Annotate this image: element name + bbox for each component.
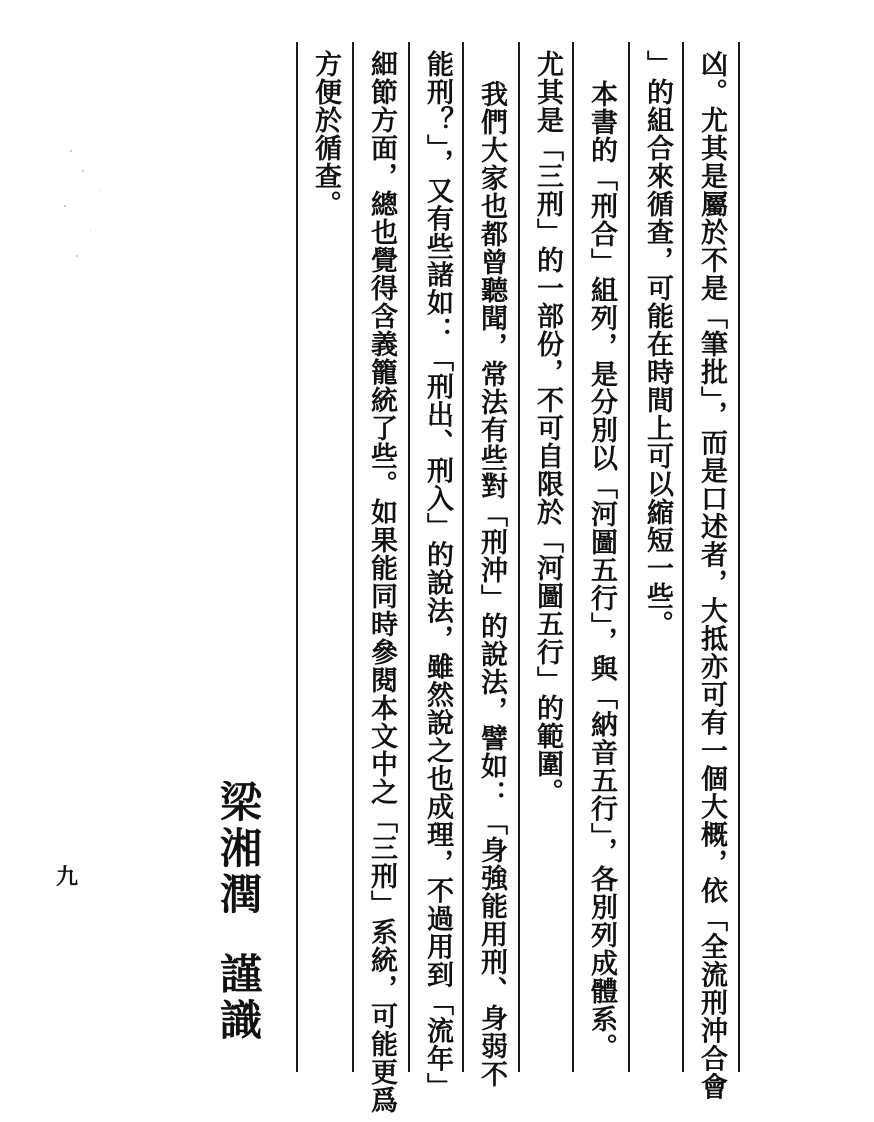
author-signature	[208, 780, 268, 1044]
column-rule	[738, 42, 740, 1072]
scan-speck	[64, 205, 66, 207]
text-column-3: 本書的「刑合」組列，是分別以「河圖五行」，與「納音五行」，各別列成體系。	[586, 80, 617, 1061]
column-rule	[352, 42, 354, 1072]
scan-speck	[70, 150, 72, 152]
scan-speck	[100, 190, 101, 191]
text-column-1: 凶。尤其是屬於不是「筆批」，而是口述者，大抵亦可有一個大概，依「全流刑沖合會	[696, 50, 727, 1101]
column-rule	[682, 42, 684, 1072]
text-column-2: 」的組合來循查，可能在時間上可以縮短一些。	[642, 50, 673, 638]
column-rule	[518, 42, 520, 1072]
column-rule	[296, 42, 298, 1072]
text-column-8: 方便於循查。	[310, 50, 341, 218]
page-number: 九	[56, 864, 79, 890]
text-column-4: 尤其是「三刑」的一部份，不可自限於「河圖五行」的範圍。	[532, 50, 563, 806]
column-rule	[628, 42, 630, 1072]
column-rule	[572, 42, 574, 1072]
text-column-6: 能刑？」，又有些諸如：「刑出、刑入」的說法，雖然說之也成理，不過用到「流年」	[422, 50, 453, 1101]
scan-speck	[76, 255, 78, 257]
column-rule	[462, 42, 464, 1072]
author-name: 梁湘潤	[214, 780, 263, 918]
text-column-7: 細節方面，總也覺得含義籠統了些。如果能同時參閱本文中之「三刑」系統，可能更爲	[366, 50, 397, 1114]
scan-speck	[90, 230, 91, 231]
column-rule	[408, 42, 410, 1072]
scan-speck	[82, 170, 84, 172]
signature-suffix: 謹識	[214, 952, 263, 1044]
text-column-5: 我們大家也都曾聽聞，常法有些對「刑沖」的說法，譬如：「身強能用刑、身弱不	[476, 80, 507, 1088]
